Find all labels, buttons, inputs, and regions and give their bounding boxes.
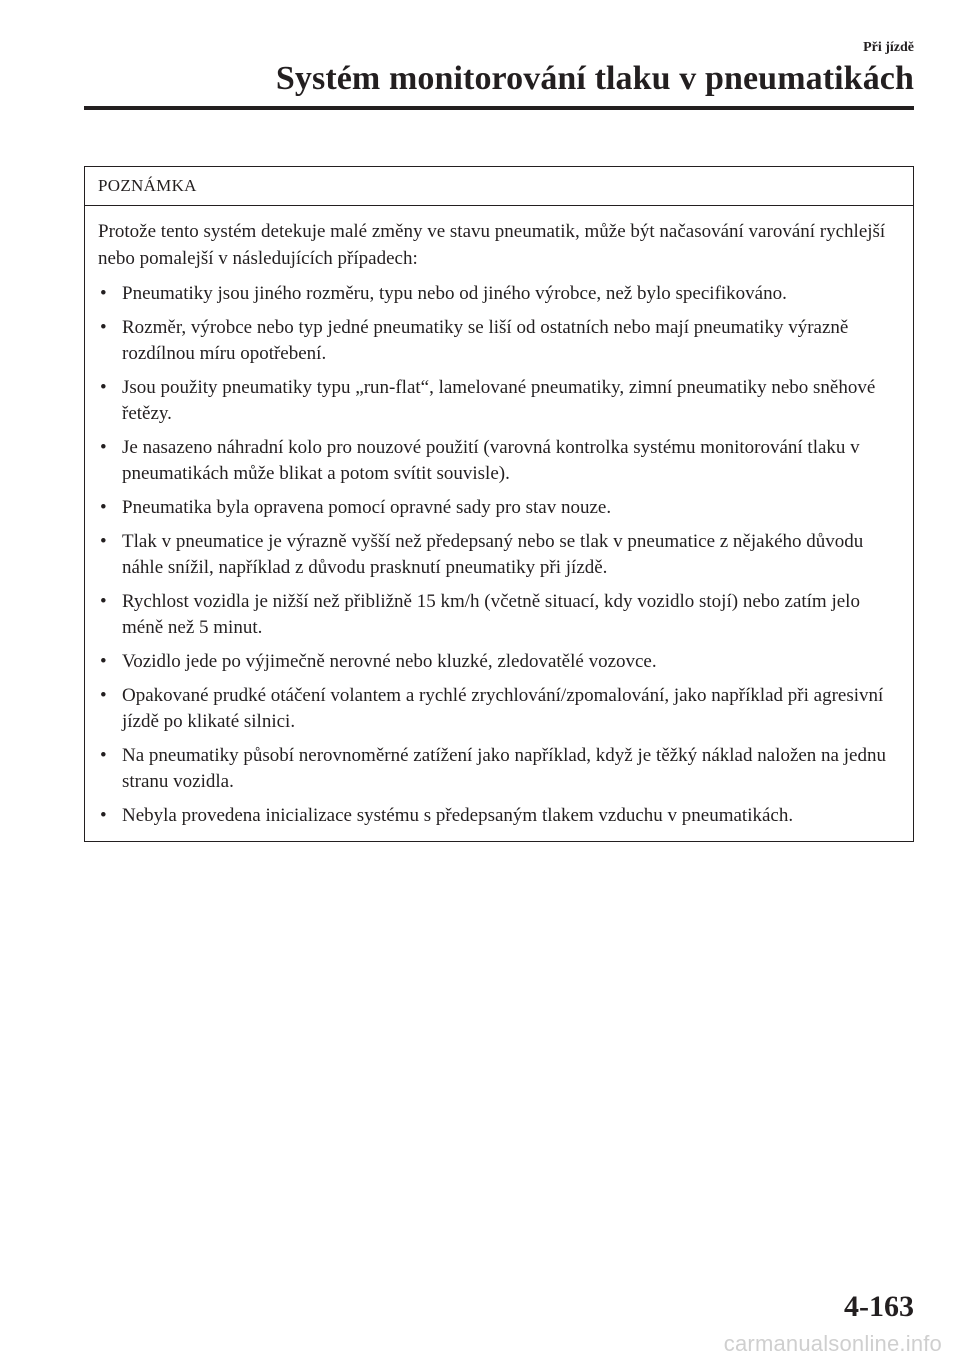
note-box [84, 166, 914, 842]
bullet-item: • Nebyla provedena inicializace systému s předepsaným tlakem vzduchu v pneumatikách. [98, 803, 900, 829]
bullet-item: • Na pneumatiky působí nerovnoměrné zatížení jako například, když je těžký náklad naložen na jednu stranu vozidla. [98, 743, 900, 795]
bullet-item: • Tlak v pneumatice je výrazně vyšší než předepsaný nebo se tlak v pneumatice z nějakého důvodu náhle snížil, například z důvodu prasknutí pneumatiky při jízdě. [98, 529, 900, 581]
page-title: Systém monitorování tlaku v pneumatikách [275, 60, 914, 97]
bullet-list [98, 281, 900, 829]
bullet-item: • Jsou použity pneumatiky typu „run-flat“, lamelované pneumatiky, zimní pneumatiky nebo sněhové řetězy. [98, 375, 900, 427]
bullet-item: • Pneumatiky jsou jiného rozměru, typu nebo od jiného výrobce, než bylo specifikováno. [98, 281, 900, 307]
bullet-item: • Rozměr, výrobce nebo typ jedné pneumatiky se liší od ostatních nebo mají pneumatiky výrazně rozdílnou míru opotřebení. [98, 315, 900, 367]
bullet-item: • Pneumatika byla opravena pomocí opravné sady pro stav nouze. [98, 495, 900, 521]
section-label: Při jízdě [863, 40, 914, 55]
bullet-item: • Opakované prudké otáčení volantem a rychlé zrychlování/zpomalování, jako například při agresivní jízdě po klikaté silnici. [98, 683, 900, 735]
bullet-item: • Je nasazeno náhradní kolo pro nouzové použití (varovná kontrolka systému monitorování tlaku v pneumatikách může blikat a potom svítit souvisle). [98, 435, 900, 487]
watermark: carmanualsonline.info [723, 1331, 942, 1356]
header-rule [84, 106, 914, 110]
page-number: 4-163 [844, 1290, 914, 1323]
note-body [85, 206, 913, 841]
note-intro: Protože tento systém detekuje malé změny ve stavu pneumatik, může být načasování varování rychlejší nebo pomalejší v následujících případech: [98, 221, 886, 269]
note-heading: POZNÁMKA [85, 167, 913, 206]
bullet-item: • Rychlost vozidla je nižší než přibližně 15 km/h (včetně situací, kdy vozidlo stojí) nebo zatím jelo méně než 5 minut. [98, 589, 900, 641]
bullet-item: • Vozidlo jede po výjimečně nerovné nebo kluzké, zledovatělé vozovce. [98, 649, 900, 675]
